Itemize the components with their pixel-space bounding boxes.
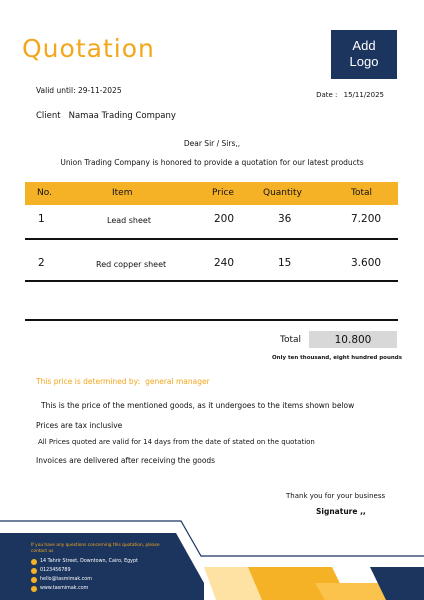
note-line: All Prices quoted are valid for 14 days from the date of stated on the quotation: [38, 438, 315, 446]
total-label: Total: [280, 335, 302, 345]
note-line: Invoices are delivered after receiving the goods: [36, 456, 216, 465]
thank-you-text: Thank you for your business: [286, 492, 386, 500]
logo-placeholder: [331, 30, 397, 79]
determined-label: This price is determined by:: [36, 377, 141, 386]
email-icon: [31, 577, 37, 583]
footer-question: If you have any questions concerning this quotation, please contact us: [31, 543, 160, 554]
footer-address: 14 Tahrir Street, Downtown, Cairo, Egypt: [40, 559, 138, 564]
valid-until: [36, 86, 122, 95]
phone-icon: [31, 568, 37, 574]
valid-until-value: 29-11-2025: [78, 86, 122, 95]
note-line: This is the price of the mentioned goods, as it undergoes to the items shown below: [41, 401, 355, 410]
logo-line-1: Add: [352, 38, 376, 53]
page-title: Quotation: [22, 34, 155, 63]
date-label: Date :: [316, 91, 338, 99]
row-quantity: 15: [278, 257, 292, 269]
greeting: Dear Sir / Sirs,,: [183, 139, 241, 148]
determined-value: general manager: [145, 377, 210, 386]
header-quantity: Quantity: [263, 188, 302, 198]
row-quantity: 36: [278, 213, 292, 225]
row-divider: [25, 238, 398, 240]
row-divider: [25, 280, 398, 282]
row-price: 200: [214, 213, 235, 225]
intro-text: Union Trading Company is honored to provide a quotation for our latest products: [60, 158, 364, 167]
date-value: 15/11/2025: [343, 91, 384, 99]
footer-email[interactable]: hello@tasmimak.com: [40, 577, 92, 582]
footer-phone: 0123456789: [40, 568, 71, 573]
client: [36, 111, 176, 121]
row-no: 1: [38, 213, 45, 225]
total-in-words: Only ten thousand, eight hundred pounds: [272, 355, 402, 361]
date: [316, 91, 384, 99]
header-total: Total: [351, 188, 373, 198]
row-item: Red copper sheet: [96, 260, 167, 269]
client-value: Namaa Trading Company: [68, 111, 176, 121]
table-bottom-line: [25, 319, 398, 321]
signature-label: Signature ,,: [316, 507, 366, 516]
logo-line-2: Logo: [349, 54, 379, 69]
total-value: 10.800: [334, 334, 372, 346]
note-line: Prices are tax inclusive: [36, 421, 123, 430]
header-price: Price: [212, 188, 234, 198]
client-label: Client: [36, 111, 61, 121]
row-total: 3.600: [351, 257, 382, 269]
header-item: Item: [112, 188, 133, 198]
row-item: Lead sheet: [107, 216, 151, 225]
row-total: 7.200: [351, 213, 382, 225]
price-determined-by: [36, 377, 210, 386]
footer-website[interactable]: www.tasmimak.com: [40, 586, 89, 591]
globe-icon: [31, 586, 37, 592]
header-no: No.: [37, 188, 52, 198]
row-no: 2: [38, 257, 45, 269]
valid-until-label: Valid until:: [36, 86, 76, 95]
row-price: 240: [214, 257, 235, 269]
location-icon: [31, 559, 37, 565]
